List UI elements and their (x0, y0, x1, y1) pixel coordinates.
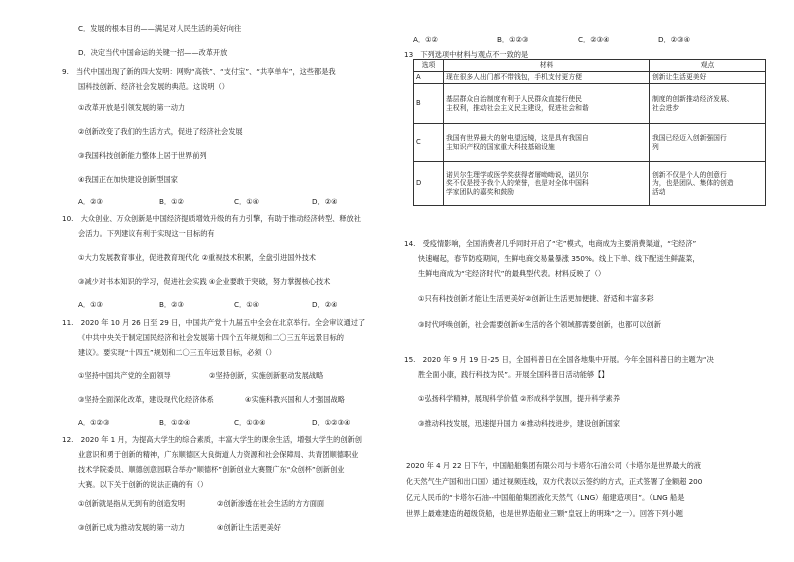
q13-row-b-material: 基层群众自治制度有利于人民群众直接行使民 主权利，推动社会主义民主建设，促进社会和谐 (444, 84, 650, 124)
q12-item-4: ④创新让生活更美好 (217, 523, 281, 532)
q12-stem-4: 大赛。以下关于创新的说法正确的有（） (78, 480, 208, 489)
q13-row-c-key: C (414, 124, 444, 162)
q15-stem-2: 胜全面小康，践行科技为民”。开展全国科普日活动能够【】 (418, 370, 609, 379)
q12-item-3: ③创新已成为推动发展的第一动力 (78, 523, 186, 532)
q11-option-d: D．①②③④ (312, 418, 351, 427)
q13-stem: 13 下列选项中材料与观点不一致的是 (404, 50, 529, 59)
q13-row-d-view: 创新不仅是个人的创意行 为，也是团队、集体的创造 活动 (650, 162, 766, 206)
q9-option-a: A．②③ (78, 197, 103, 206)
q13-row-c-view: 我国已经迈入创新强国行 列 (650, 124, 766, 162)
q13-row-d-material: 诺贝尔生理学或医学奖获得者屠呦呦说，诺贝尔 奖不仅是授予我个人的荣誉，也是对全体中国科 学家团队的嘉奖和鼓励 (444, 162, 650, 206)
q9-option-b: B．①② (159, 197, 185, 206)
q9-item-2: ②创新改变了我们的生活方式，促进了经济社会发展 (78, 127, 243, 136)
q13-row-b-view: 制度的创新推动经济发展、 社会进步 (650, 84, 766, 124)
q12-stem-3: 技术学院委员、顺德创意园联合举办“顺德杯”创新创业大赛暨广东“众创杯”创新创业 (78, 465, 345, 474)
q10-option-c: C．①④ (234, 300, 260, 309)
q13-row-a-key: A (414, 72, 444, 84)
q10-option-a: A．①③ (78, 300, 103, 309)
q11-stem-2: 《中共中央关于制定国民经济和社会发展第十四个五年规划和二〇三五年远景目标的 (78, 333, 344, 342)
q14-stem-2: 快速崛起，春节防疫期间，生鲜电商交易量暴涨 350%。线上下单、线下配送生鲜蔬菜， (418, 254, 700, 263)
q9-item-1: ①改革开放是引领发展的第一动力 (78, 103, 186, 112)
table-row (414, 72, 766, 84)
q13-row-a-material: 现在很多人出门都不带钱包，手机支付更方便 (444, 72, 650, 84)
q12-item-1: ①创新就是指从无到有的创造发明 (78, 499, 186, 508)
passage-line-4: 世界上最难建造的超级货船，也是世界造船业三颗“皇冠上的明珠”之一）。回答下列小题 (406, 509, 683, 518)
q13-header-view: 观点 (650, 60, 766, 72)
q9-option-c: C．①④ (234, 197, 260, 206)
q12-option-b: B．①②③ (497, 35, 529, 44)
q12-option-a: A．①② (413, 35, 438, 44)
q13-row-b-key: B (414, 84, 444, 124)
q10-item-2: ③减少对书本知识的学习，促进社会实践 ④企业要敢于突破，努力掌握核心技术 (78, 277, 331, 286)
q13-table (413, 59, 766, 206)
q11-stem-1: 11. 2020 年 10 月 26 日至 29 日，中国共产党十九届五中全会在北京举行。全会审议通过了 (62, 318, 366, 327)
q8-option-d: D．决定当代中国命运的关键一招——改革开放 (78, 48, 228, 57)
q12-stem-1: 12. 2020 年 1 月，为提高大学生的综合素质，丰富大学生的课余生活，增强大学生的创新创 (62, 435, 362, 444)
q9-item-4: ④我国正在加快建设创新型国家 (78, 175, 178, 184)
q11-option-b: B．①②④ (159, 418, 191, 427)
q13-row-d-key: D (414, 162, 444, 206)
q13-header-material: 材料 (444, 60, 650, 72)
q13-header-option: 选项 (414, 60, 444, 72)
q14-stem-3: 生鲜电商成为“宅经济时代”的最典型代表。材料反映了（） (418, 269, 606, 278)
q10-stem-1: 10. 大众创业、万众创新是中国经济提质增效升级的有力引擎，有助于推动经济转型、释放社 (62, 214, 361, 223)
q12-item-2: ②创新渗透在社会生活的方方面面 (217, 499, 325, 508)
q15-stem-1: 15. 2020 年 9 月 19 日-25 日，全国科普日在全国各地集中开展。今年全国科普日的主题为“决 (404, 355, 714, 364)
q13-row-c-material: 我国有世界最大的射电望远镜，这是具有我国自 主知识产权的国家重大科技基础设施 (444, 124, 650, 162)
q11-option-c: C．①③④ (234, 418, 266, 427)
q12-option-c: C．②③④ (578, 35, 610, 44)
q11-item-3: ③坚持全面深化改革，建设现代化经济体系 (78, 395, 214, 404)
q10-stem-2: 会活力。下列建议有利于实现这一目标的有 (78, 229, 215, 238)
q14-item-1: ①只有科技创新才能让生活更美好②创新让生活更加便捷、舒适和丰富多彩 (418, 294, 654, 303)
q15-item-2: ③推动科技发展，迅速提升国力 ④推动科技进步，建设创新国家 (418, 419, 621, 428)
table-row (414, 124, 766, 162)
q11-option-a: A．①②③ (78, 418, 110, 427)
q9-stem-1: 9. 当代中国出现了新的四大发明：网购“高铁”、“支付宝”、“共享单车”，这些都是我 (62, 67, 336, 76)
q11-stem-3: 建议》。要实现“十四五”规划和二〇三五年远景目标，必须（） (78, 348, 276, 357)
q11-item-4: ④实施科教兴国和人才强国战略 (245, 395, 345, 404)
q14-item-2: ③时代呼唤创新，社会需要创新④生活的各个领域都需要创新，也都可以创新 (418, 320, 661, 329)
q15-item-1: ①弘扬科学精神，展现科学价值 ②形成科学氛围，提升科学素养 (418, 394, 621, 403)
passage-line-2: 化天然气生产国和出口国）通过视频连线，双方代表以云签约的方式，正式签署了金额超 200 (406, 477, 703, 486)
q9-stem-2: 国科技创新、经济社会发展的典范。这说明（） (78, 82, 229, 91)
q10-item-1: ①大力发展教育事业，促进教育现代化 ②重视技术积累，全盘引进国外技术 (78, 253, 316, 262)
q11-item-1: ①坚持中国共产党的全面领导 (78, 371, 171, 380)
table-row (414, 84, 766, 124)
q10-option-d: D．②④ (312, 300, 338, 309)
q10-option-b: B．②③ (159, 300, 185, 309)
q14-stem-1: 14. 受疫情影响，全国消费者几乎同时开启了“宅”模式，电商成为主要消费渠道，“宅经济” (404, 239, 697, 248)
q12-option-d: D．②③④ (658, 35, 691, 44)
passage-line-1: 2020 年 4 月 22 日下午，中国船舶集团有限公司与卡塔尔石油公司（卡塔尔是世界最大的液 (406, 461, 702, 470)
q9-item-3: ③我国科技创新能力整体上居于世界前列 (78, 151, 207, 160)
q13-table-header (414, 60, 766, 72)
q13-row-a-view: 创新让生活更美好 (650, 72, 766, 84)
passage-line-3: 亿元人民币的“卡塔尔石油--中国船舶集团液化天然气（LNG）船建造项目”。（LNG 船是 (406, 493, 685, 502)
q8-option-c: C．发展的根本目的——满足对人民生活的美好向往 (78, 24, 242, 33)
q12-stem-2: 业意识和勇于创新的精神，广东顺德区大良街道人力资源和社会保障局、共青团顺德职业 (78, 450, 359, 459)
q9-option-d: D．②④ (312, 197, 338, 206)
table-row (414, 162, 766, 206)
q11-item-2: ②坚持创新，实施创新驱动发展战略 (209, 371, 324, 380)
